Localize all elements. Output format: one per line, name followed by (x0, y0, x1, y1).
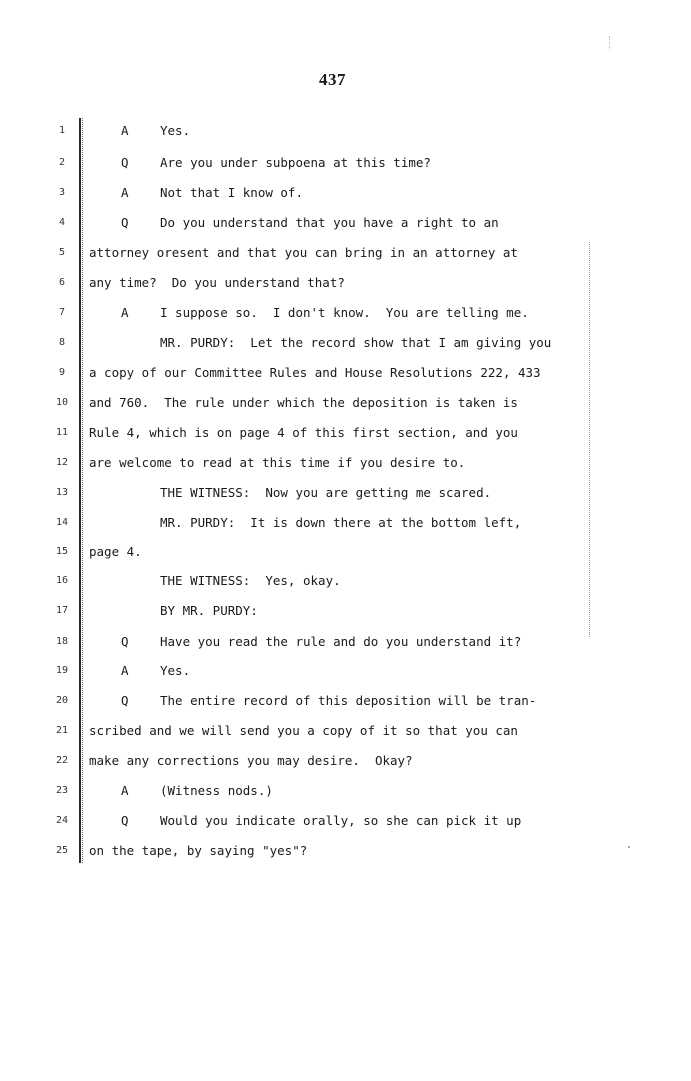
line-text: and 760. The rule under which the deposition is taken is (89, 395, 518, 410)
scan-mark (609, 36, 610, 50)
line-text: any time? Do you understand that? (89, 275, 345, 290)
line-text: scribed and we will send you a copy of it so that you can (89, 723, 518, 738)
speaker-label: Q (121, 155, 129, 170)
transcript-line (0, 781, 691, 801)
line-text: THE WITNESS: Now you are getting me scared. (160, 485, 492, 500)
transcript-line (0, 661, 691, 681)
line-number: 5 (58, 247, 66, 258)
transcript-line (0, 811, 691, 831)
line-text: are welcome to read at this time if you desire to. (89, 455, 466, 470)
transcript-line (0, 691, 691, 711)
line-text: (Witness nods.) (160, 783, 273, 798)
transcript-line (0, 571, 691, 591)
line-number: 15 (55, 546, 69, 557)
line-number: 24 (55, 815, 69, 826)
line-text: page 4. (89, 544, 142, 559)
speaker-label: Q (121, 215, 129, 230)
line-number: 19 (55, 665, 69, 676)
line-number: 1 (58, 125, 66, 136)
line-number: 23 (55, 785, 69, 796)
line-text: Rule 4, which is on page 4 of this first section, and you (89, 425, 518, 440)
transcript-line (0, 542, 691, 562)
speaker-label: A (121, 185, 129, 200)
line-number: 10 (55, 397, 69, 408)
line-number: 3 (58, 187, 66, 198)
transcript-line (0, 841, 691, 861)
line-number: 6 (58, 277, 66, 288)
line-number: 12 (55, 457, 69, 468)
transcript-line (0, 121, 691, 141)
line-text: Are you under subpoena at this time? (160, 155, 431, 170)
line-text: make any corrections you may desire. Okay? (89, 753, 413, 768)
transcript-line (0, 183, 691, 203)
line-text: Would you indicate orally, so she can pick it up (160, 813, 522, 828)
line-number: 20 (55, 695, 69, 706)
transcript-line (0, 273, 691, 293)
line-number: 2 (58, 157, 66, 168)
transcript-line (0, 513, 691, 533)
line-text: MR. PURDY: It is down there at the bottom left, (160, 515, 522, 530)
transcript-line (0, 453, 691, 473)
transcript-line (0, 483, 691, 503)
line-text: THE WITNESS: Yes, okay. (160, 573, 341, 588)
transcript-line (0, 213, 691, 233)
line-number: 11 (55, 427, 69, 438)
line-text: Have you read the rule and do you understand it? (160, 634, 522, 649)
speaker-label: Q (121, 813, 129, 828)
line-text: attorney oresent and that you can bring in an attorney at (89, 245, 518, 260)
line-text: Do you understand that you have a right to an (160, 215, 499, 230)
line-number: 17 (55, 605, 69, 616)
line-text: Not that I know of. (160, 185, 303, 200)
transcript-line (0, 333, 691, 353)
line-number: 7 (58, 307, 66, 318)
line-number: 22 (55, 755, 69, 766)
transcript-line (0, 751, 691, 771)
page-number: 437 (319, 70, 346, 89)
line-text: on the tape, by saying "yes"? (89, 843, 308, 858)
speaker-label: Q (121, 634, 129, 649)
line-number: 14 (55, 517, 69, 528)
transcript-line (0, 423, 691, 443)
transcript-line (0, 601, 691, 621)
line-text: Yes. (160, 123, 191, 138)
transcript-line (0, 393, 691, 413)
speaker-label: A (121, 305, 129, 320)
line-text: MR. PURDY: Let the record show that I am giving you (160, 335, 552, 350)
transcript-line (0, 153, 691, 173)
line-text: a copy of our Committee Rules and House Resolutions 222, 433 (89, 365, 541, 380)
line-text: BY MR. PURDY: (160, 603, 258, 618)
transcript-line (0, 303, 691, 323)
line-number: 13 (55, 487, 69, 498)
line-number: 18 (55, 636, 69, 647)
line-text: I suppose so. I don't know. You are telling me. (160, 305, 529, 320)
speaker-label: A (121, 783, 129, 798)
transcript-line (0, 632, 691, 652)
line-text: Yes. (160, 663, 191, 678)
speaker-label: A (121, 663, 129, 678)
transcript-line (0, 721, 691, 741)
line-number: 4 (58, 217, 66, 228)
line-number: 21 (55, 725, 69, 736)
line-text: The entire record of this deposition will be tran- (160, 693, 537, 708)
transcript-line (0, 363, 691, 383)
line-number: 9 (58, 367, 66, 378)
line-number: 25 (55, 845, 69, 856)
line-number: 16 (55, 575, 69, 586)
speaker-label: A (121, 123, 129, 138)
line-number: 8 (58, 337, 66, 348)
transcript-line (0, 243, 691, 263)
speaker-label: Q (121, 693, 129, 708)
